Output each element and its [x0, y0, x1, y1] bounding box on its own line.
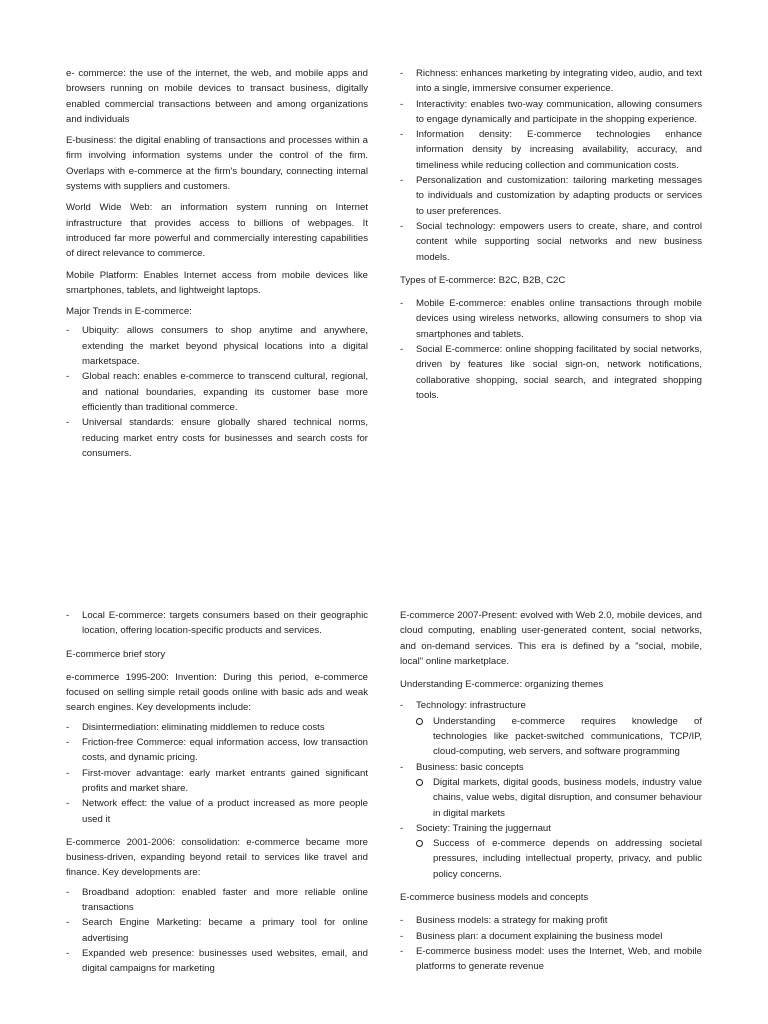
list-business-models [400, 913, 702, 974]
definition-ecommerce: e- commerce: the use of the internet, the web, and mobile apps and browsers running on mobile devices to transact business, digitally enabled commercial transactions between and among organizations and individuals [66, 68, 368, 125]
theme-label: Business: basic concepts [416, 761, 524, 773]
list-item [400, 821, 702, 882]
list-era-invention [66, 720, 368, 827]
list-organizing-themes [400, 698, 702, 882]
sub-item-text: Success of e-commerce depends on addressing societal pressures, including intellectual property, privacy, and public policy concerns. [433, 838, 702, 880]
list-item: - Search Engine Marketing: became a primary tool for online advertising [66, 915, 368, 946]
list-item: - E-commerce business model: uses the Internet, Web, and mobile platforms to generate revenue [400, 944, 702, 975]
list-major-trends [66, 323, 368, 461]
list-item: - Social technology: empowers users to create, share, and control content while supporting social networks and new business models. [400, 219, 702, 265]
list-item [400, 760, 702, 821]
sub-list [400, 836, 702, 882]
heading-brief-story: E-commerce brief story [66, 648, 166, 660]
sub-list [400, 714, 702, 760]
list-item: - Social E-commerce: online shopping facilitated by social networks, driven by features like social sign-on, network notifications, collaborative shopping, social search, and integrated shopping tools. [400, 342, 702, 403]
list-item: - Interactivity: enables two-way communication, allowing consumers to engage dynamically and participate in the shopping experience. [400, 97, 702, 128]
list-item: - First-mover advantage: early market entrants gained significant profits and market share. [66, 766, 368, 797]
sub-item-text: Understanding e-commerce requires knowledge of technologies like packet-switched communications, TCP/IP, cloud-computing, web servers, and software programming [433, 715, 702, 758]
theme-label: Society: Training the juggernaut [416, 822, 551, 834]
sub-list-item [400, 714, 702, 760]
list-item: - Business models: a strategy for making profit [400, 913, 702, 928]
circle-bullet-icon [416, 840, 423, 847]
definition-ebusiness: E-business: the digital enabling of transactions and processes within a firm involving information systems under the control of the firm. Overlaps with e-commerce at the firm's boundary, connecting internal systems with suppliers and customers. [66, 135, 368, 193]
list-item: - Local E-commerce: targets consumers based on their geographic location, offering location-specific products and services. [66, 608, 368, 639]
sub-list [400, 775, 702, 821]
list-item: - Mobile E-commerce: enables online transactions through mobile devices using wireless networks, allowing consumers to shop via smartphones and tablets. [400, 296, 702, 342]
list-item: - Universal standards: ensure globally shared technical norms, reducing market entry costs for businesses and search costs for consumers. [66, 415, 368, 461]
definition-mobile-platform: Mobile Platform: Enables Internet access from mobile devices like smartphones, tablets, and lightweight laptops. [66, 269, 368, 296]
theme-label: Technology: infrastructure [416, 700, 526, 712]
list-types [400, 296, 702, 403]
sub-list-item [400, 775, 702, 821]
heading-organizing-themes: Understanding E-commerce: organizing themes [400, 679, 604, 691]
circle-bullet-icon [416, 779, 423, 786]
list-item: - Personalization and customization: tailoring marketing messages to individuals and customization by adapting products or services to user preferences. [400, 173, 702, 219]
column-bottom-left [66, 608, 368, 983]
list-item: - Friction-free Commerce: equal information access, low transaction costs, and dynamic pricing. [66, 735, 368, 766]
sub-list-item [400, 836, 702, 882]
heading-major-trends: Major Trends in E-commerce: [66, 306, 192, 318]
list-item: - Disintermediation: eliminating middlemen to reduce costs [66, 720, 368, 735]
era-consolidation: E-commerce 2001-2006: consolidation: e-commerce became more business-driven, expanding beyond retail to services like travel and finance. Key developments are: [66, 836, 368, 879]
definition-www: World Wide Web: an information system running on Internet infrastructure that provides access to billions of webpages. It introduced far more powerful and commercially interesting capabilities of direct relevance to commerce. [66, 202, 368, 260]
circle-bullet-icon [416, 718, 423, 725]
heading-types: Types of E-commerce: B2C, B2B, C2C [400, 274, 566, 286]
list-item [400, 698, 702, 759]
list-item: - Network effect: the value of a product increased as more people used it [66, 796, 368, 827]
list-item: - Richness: enhances marketing by integrating video, audio, and text into a single, immersive consumer experience. [400, 66, 702, 97]
list-trends-continued [400, 66, 702, 265]
list-item: - Broadband adoption: enabled faster and more reliable online transactions [66, 885, 368, 916]
heading-business-models: E-commerce business models and concepts [400, 892, 589, 904]
list-item: - Information density: E-commerce technologies enhance information density by increasing availability, accuracy, and timeliness while reducing collection and communication costs. [400, 127, 702, 173]
list-item: - Business plan: a document explaining the business model [400, 929, 702, 944]
list-item: - Ubiquity: allows consumers to shop anytime and anywhere, extending the market beyond physical locations into a digital marketspace. [66, 323, 368, 369]
era-invention: e-commerce 1995-200: Invention: During this period, e-commerce focused on selling simple retail goods online with basic ads and weak search engines. Key developments include: [66, 671, 368, 714]
column-top-right [400, 66, 702, 409]
list-era-consolidation [66, 885, 368, 977]
column-bottom-right [400, 608, 702, 981]
list-local-ecommerce [66, 608, 368, 639]
sub-item-text: Digital markets, digital goods, business models, industry value chains, value webs, digital disruption, and consumer behaviour in digital markets [433, 776, 702, 819]
era-present: E-commerce 2007-Present: evolved with Web 2.0, mobile devices, and cloud computing, enabling user-generated content, social networks, and on-demand services. This era is defined by a "social, mobile, local" online marketplace. [400, 610, 702, 667]
list-item: - Global reach: enables e-commerce to transcend cultural, regional, and national boundaries, expanding its customer base more efficiently than traditional commerce. [66, 369, 368, 415]
column-top-left [66, 66, 368, 467]
list-item: - Expanded web presence: businesses used websites, email, and digital campaigns for marketing [66, 946, 368, 977]
